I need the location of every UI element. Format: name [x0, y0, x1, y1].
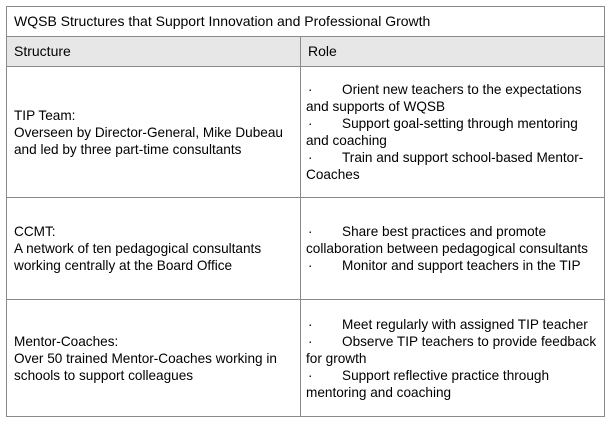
role-item — [306, 115, 598, 149]
role-item — [306, 257, 598, 274]
table-title: WQSB Structures that Support Innovation and Professional Growth — [7, 7, 605, 37]
bullet-icon: · — [308, 316, 313, 332]
bullet-icon: · — [308, 367, 313, 383]
structures-table-wrapper — [6, 6, 604, 417]
bullet-icon: · — [308, 82, 313, 97]
role-item — [306, 81, 598, 115]
role-item — [306, 223, 598, 257]
structure-name: Mentor-Coaches: — [14, 333, 119, 349]
role-text: Observe TIP teachers to provide feedback for growth — [306, 333, 597, 366]
role-cell — [301, 198, 605, 300]
role-item — [306, 149, 598, 183]
role-text: Share best practices and promote collaboration between pedagogical consultants — [306, 224, 588, 256]
column-header-structure: Structure — [7, 37, 301, 67]
structure-cell — [7, 67, 301, 198]
table-row — [7, 67, 605, 198]
role-text: Monitor and support teachers in the TIP — [342, 258, 581, 273]
role-cell — [301, 67, 605, 198]
structure-description: A network of ten pedagogical consultants working centrally at the Board Office — [14, 241, 262, 273]
bullet-icon: · — [308, 150, 313, 165]
bullet-icon: · — [308, 224, 313, 239]
bullet-icon: · — [308, 333, 313, 349]
table-title-row — [7, 7, 605, 37]
structure-cell — [7, 300, 301, 417]
role-text: Support goal-setting through mentoring and coaching — [306, 116, 578, 148]
role-text: Meet regularly with assigned TIP teacher — [342, 316, 588, 332]
structure-description: Over 50 trained Mentor-Coaches working in schools to support colleagues — [14, 350, 277, 383]
role-text: Support reflective practice through mentoring and coaching — [306, 367, 550, 400]
role-text: Orient new teachers to the expectations and supports of WQSB — [306, 82, 582, 114]
table-row — [7, 198, 605, 300]
role-item — [306, 367, 598, 401]
structure-name: TIP Team: — [14, 107, 76, 123]
structure-cell — [7, 198, 301, 300]
role-cell — [301, 300, 605, 417]
table-header-row — [7, 37, 605, 67]
table-row — [7, 300, 605, 417]
bullet-icon: · — [308, 116, 313, 131]
role-item — [306, 333, 598, 367]
structures-table — [6, 6, 605, 417]
column-header-role: Role — [301, 37, 605, 67]
bullet-icon: · — [308, 258, 313, 273]
structure-name: CCMT: — [14, 224, 56, 239]
role-text: Train and support school-based Mentor-Coaches — [306, 150, 584, 182]
role-item — [306, 316, 598, 333]
structure-description: Overseen by Director-General, Mike Dubeau and led by three part-time consultants — [14, 124, 283, 157]
